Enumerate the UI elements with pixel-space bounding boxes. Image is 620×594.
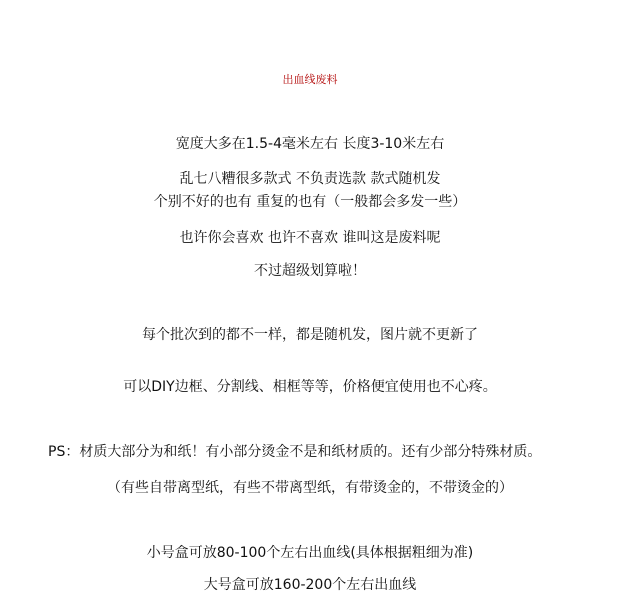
- description-line-large-box-capacity: 大号盒可放160-200个左右出血线: [203, 577, 417, 593]
- description-line-paper-backing-note: （有些自带离型纸，有些不带离型纸，有带烫金的，不带烫金的）: [107, 480, 513, 496]
- page-title: 出血线废料: [282, 73, 338, 86]
- description-line-small-box-capacity: 小号盒可放80-100个左右出血线(具体根据粗细为准): [146, 545, 474, 561]
- description-line-random-styles: 乱七八糟很多款式 不负责选款 款式随机发: [179, 171, 441, 187]
- description-line-width-length: 宽度大多在1.5-4毫米左右 长度3-10米左右: [175, 136, 445, 152]
- description-line-preference: 也许你会喜欢 也许不喜欢 谁叫这是废料呢: [179, 230, 441, 246]
- description-line-defects-duplicates: 个别不好的也有 重复的也有（一般都会多发一些）: [153, 194, 467, 210]
- description-line-uses: 可以DIY边框、分割线、相框等等，价格便宜使用也不心疼。: [123, 379, 497, 395]
- description-line-material-note: PS：材质大部分为和纸！有小部分烫金不是和纸材质的。还有少部分特殊材质。: [48, 444, 542, 460]
- description-line-batches: 每个批次到的都不一样，都是随机发，图片就不更新了: [142, 327, 478, 343]
- description-line-value: 不过超级划算啦！: [254, 263, 366, 279]
